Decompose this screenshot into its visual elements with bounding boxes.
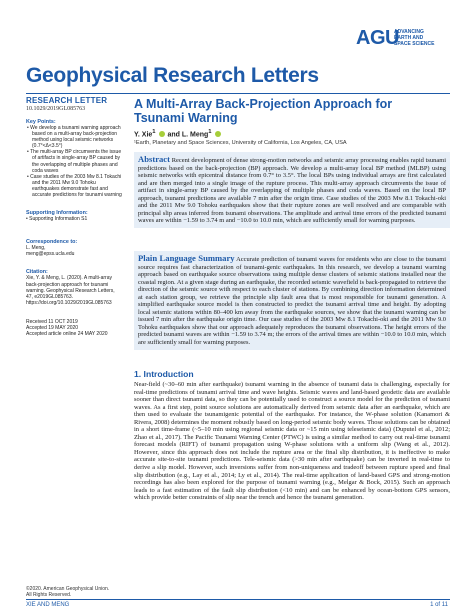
supporting-info[interactable]: • Supporting Information S1 bbox=[26, 216, 88, 223]
orcid-icon[interactable] bbox=[215, 131, 221, 137]
abstract-heading: Abstract bbox=[138, 154, 170, 164]
correspondence-email[interactable]: meng@epss.ucla.edu bbox=[26, 251, 75, 258]
introduction-text: Near-field (~30–60 min after earthquake) tsunami warning in the absence of tsunami data is challenging, especially for real-time predictions of tsunami arrival time and wave heights. Seismic waves and land-based geodetic data are available sooner than direct tsunami data, so they can be potentially used to construct a source model for the prediction of tsunami waves. As a first step, point source solutions are automatically derived from seismic data after an earthquake, which are then used to evaluate the tsunamigenic potential of the earthquake. For instance, the W-phase solution (Kanamori & Rivera, 2008) determines the moment robustly based on long-period seismic body waves. Those solutions can be obtained in a short time-frame (~5–10 min using regional seismic data or ~15 min using teleseismic data) (Duputel et al., 2012; Zhao et al., 2017). The Pacific Tsunami Warning Center (PTWC) is using a similar method to carry out real-time tsunami forecast models (RIFT) of tsunami propagation using W-phase solutions with a uniform slip (Wang et al., 2012). However, since this approach does not include the rupture area or the final slip distribution, it is ineffective to make accurate site-to-site tsunami predictions. Tele-seismic data (>30 min after earthquake) can be inverted in real-time to derive a slip model. However, such inversions suffer from non-uniqueness and tradeoff between rupture speed and final slip distribution (e.g., Lay et al., 2014; Ly et al., 2014). The real-time application of land-based GPS and strong-motion recordings has also been explored for the purpose of tsunami warning (e.g., Melgar & Bock, 2015). Such an approach leads to a fast estimation of the fault slip distribution (<10 min) and can be enhanced by ocean-bottom GPS sensors, which provide better constraints of slip near the trench and hence the tsunami generation. bbox=[134, 381, 450, 502]
key-points-list bbox=[26, 125, 122, 198]
citation-text: Xie, Y. & Meng, L. (2020). A multi-array back-projection approach for tsunami warning. Geophysical Research Letters, 47, e2019GL085763. https://doi.org/10.1029/2019GL085763 bbox=[26, 275, 115, 306]
key-point: • Case studies of the 2003 Mw 8.1 Tokachi and the 2011 Mw 9.0 Tohoku earthquakes demonstrate fast and accurate predictions for tsunami warning bbox=[27, 173, 122, 199]
pls-text: Accurate prediction of tsunami waves for residents who are close to the tsunami source requires fast characterization of tsunami-genic earthquakes. In this research, we develop a tsunami warning approach based on earthquake source observations using multiple dense clusters of seismic stations installed near the coastal region. At a given stage during an earthquake, the recorded seismic wavefield is back-propagated to retrieve the direction of the seismic source with respect to each cluster of stations. By combining direction information determined at each station group, we retrieve the principle slip fault area that is most responsible for tsunami generation. A simplified earthquake source model is then constructed to predict the tsunami arrival time and height. By adopting local seismic stations within 80–400 km away from the earthquake sources, we show that the tsunami warning can be issued 7 min after the earthquake origin time. Our case studies of the 2003 Mw 8.1 Tokachi-oki and the 2011 Mw 9.0 Tohoku earthquakes show that our approach adequately reproduces the tsunami observations. The height errors of the predicted tsunami waves are within −1.59 to 3.74 m; the errors of the arrival times are within −10.0 to 10.0 min, which are sufficiently small for warning purposes. bbox=[138, 256, 446, 347]
copyright: ©2020. American Geophysical Union. All Rights Reserved. bbox=[26, 586, 110, 598]
introduction-heading: 1. Introduction bbox=[134, 369, 194, 379]
orcid-icon[interactable] bbox=[159, 131, 165, 137]
online-date: Accepted article online 24 MAY 2020 bbox=[26, 331, 108, 338]
paper-title: A Multi-Array Back-Projection Approach for Tsunami Warning bbox=[134, 97, 393, 125]
agu-logo-mark: AGU bbox=[356, 27, 399, 49]
authors: Y. Xie$^1$ and L. Meng$^1$ bbox=[134, 129, 222, 138]
pls-heading: Plain Language Summary bbox=[138, 253, 235, 263]
agu-logo-tagline: ADVANCING EARTH AND SPACE SCIENCE bbox=[394, 29, 435, 47]
abstract bbox=[138, 156, 446, 225]
plain-language-box bbox=[134, 251, 450, 350]
journal-title: Geophysical Research Letters bbox=[26, 64, 319, 87]
plain-language-summary bbox=[138, 255, 446, 347]
key-point: • We develop a tsunami warning approach based on a multi-array back-projection method using local seismic networks (0.7°<Δ<3.5°) bbox=[27, 125, 121, 150]
received-date: Received 11 OCT 2019 bbox=[26, 318, 78, 325]
affiliation: ¹Earth, Planetary and Space Sciences, University of California, Los Angeles, CA, USA bbox=[134, 140, 347, 146]
agu-logo bbox=[356, 27, 456, 49]
abstract-text: Recent development of dense strong-motion networks and seismic array processing enables rapid tsunami predictions based on the back-projection (BP) approach. We develop a multi-array local BP method (MLBP) using seismic networks with epicentral distance from 0.7° to 3.5°. The local BPs using individual arrays are first calculated and are then merged into a single image of the rupture process. This multi-array approach circumvents the issue of artifact in single-array BP caused by the overlapping of multiple phases and coda waves. Based on the local BP approach, tsunami predictions are available 7 min after the origin time. Case studies of the 2003 Mw 8.1 Tokachi-oki and the 2011 Mw 9.0 Tohoku earthquakes show that their rupture zones are well resolved and are comparable with principal slip areas inferred from tsunami observations. The amplitude and arrival time errors of the predicted tsunami waves are within −1.59 to 3.74 m and −10.0 to 10.0 min, which are sufficiently small for warning purposes. bbox=[138, 157, 446, 225]
citation-heading: Citation: bbox=[26, 269, 48, 276]
footer-rule bbox=[26, 599, 450, 600]
author-meng: and L. Meng bbox=[167, 131, 209, 139]
key-point: • The multi-array BP circumvents the issue of artifacts in single-array BP caused by the overlapping of multiple phases and coda waves bbox=[27, 149, 122, 174]
author-xie: Y. Xie bbox=[134, 131, 153, 139]
header-rule bbox=[26, 93, 450, 94]
correspondence-name: L. Meng, bbox=[26, 245, 46, 252]
abstract-box bbox=[134, 152, 450, 228]
section-type: RESEARCH LETTER bbox=[26, 96, 108, 105]
doi[interactable]: 10.1029/2019GL085763 bbox=[26, 106, 86, 112]
page-number: 1 of 11 bbox=[430, 602, 448, 608]
correspondence-heading: Correspondence to: bbox=[26, 239, 78, 246]
footer-authors: XIE AND MENG bbox=[26, 602, 70, 608]
key-points-heading: Key Points: bbox=[26, 119, 56, 125]
left-sidebar bbox=[26, 96, 122, 337]
accepted-date: Accepted 19 MAY 2020 bbox=[26, 324, 79, 331]
supporting-info-heading: Supporting Information: bbox=[26, 210, 88, 217]
